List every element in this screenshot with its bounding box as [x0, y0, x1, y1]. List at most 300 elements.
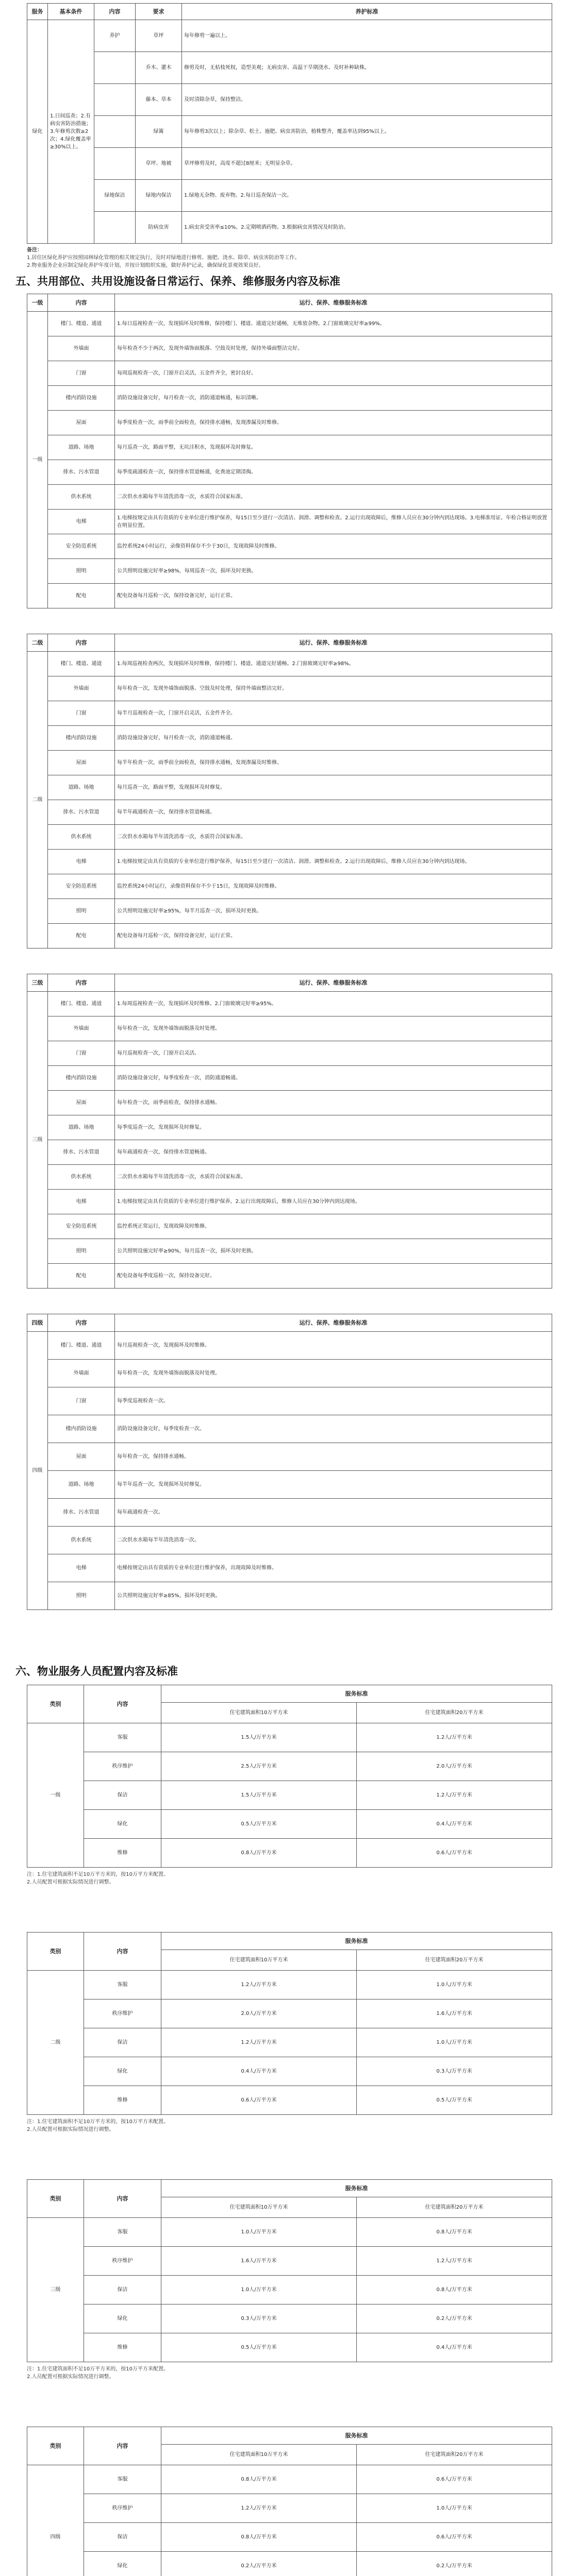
item-header: 内容 [48, 294, 115, 312]
table-row [27, 460, 552, 485]
ratio-cell-b: 0.6人/万平方米 [357, 2465, 552, 2494]
header-service: 服务 [27, 4, 48, 20]
ratio-cell-b: 0.5人/万平方米 [357, 2086, 552, 2115]
standard-cell: 监控系统24小时运行，录像资料保存不少于15日，发现故障及时维修。 [115, 874, 552, 899]
item-cell: 保洁 [84, 2276, 161, 2304]
table-row [27, 1115, 552, 1140]
ratio-cell-b: 0.4人/万平方米 [357, 1810, 552, 1839]
item-cell: 道路、场地 [48, 775, 115, 800]
table-row [27, 2494, 552, 2523]
table-row [27, 751, 552, 775]
standard-cell: 每半年疏通检查一次，保持排水管道畅通。 [115, 800, 552, 825]
standard-cell: 及时清除杂草，保持整洁。 [182, 84, 552, 116]
table-row [27, 701, 552, 726]
ratio-cell-a: 0.8人/万平方米 [161, 2523, 357, 2552]
table-row [27, 312, 552, 336]
item-cell: 道路、场地 [48, 1471, 115, 1499]
grade-cell: 一级 [27, 312, 48, 608]
standard-cell: 每年修剪一遍以上。 [182, 20, 552, 52]
requirement-cell: 绿篱 [136, 116, 182, 148]
ratio-cell-a: 1.5人/万平方米 [161, 1723, 357, 1752]
maintenance-table-section [27, 294, 552, 608]
item-cell: 楼内消防设施 [48, 1415, 115, 1443]
table-row [27, 992, 552, 1016]
ratio-cell-b: 0.2人/万平方米 [357, 2304, 552, 2333]
subheader-area-b: 住宅建筑面积20万平方米 [357, 1950, 552, 1971]
item-cell: 绿化 [84, 2304, 161, 2333]
item-cell: 供水系统 [48, 1165, 115, 1190]
table-row [27, 1214, 552, 1239]
table-row [27, 2523, 552, 2552]
table-row [27, 1582, 552, 1610]
table-row [27, 510, 552, 534]
table-row [27, 726, 552, 751]
item-cell: 客服 [84, 2218, 161, 2247]
standard-cell: 每年检查一次，保持排水通畅。 [115, 1443, 552, 1471]
standard-cell: 公共照明设施完好率≥90%，每月巡查一次，损坏及时更换。 [115, 1239, 552, 1264]
ratio-cell-b: 0.6人/万平方米 [357, 1839, 552, 1868]
table-row [27, 2218, 552, 2247]
standard-cell: 每年疏通检查一次。 [115, 1499, 552, 1527]
standard-cell: 配电设备每月巡检一次，保持设备完好，运行正常。 [115, 584, 552, 608]
category-header: 类别 [27, 2180, 84, 2218]
grade-cell: 三级 [27, 992, 48, 1289]
maintenance-table-section [27, 1314, 552, 1610]
item-cell: 照明 [48, 559, 115, 584]
item-cell: 外墙面 [48, 336, 115, 361]
standard-cell: 1.病虫害受害率≤10%。2.定期喷洒药物。3.根据病虫害情况及时防治。 [182, 212, 552, 244]
table-row [27, 1499, 552, 1527]
standard-header: 服务标准 [161, 1933, 552, 1950]
standard-header: 运行、保养、维修服务标准 [115, 974, 552, 992]
table-row [27, 435, 552, 460]
item-cell: 照明 [48, 1582, 115, 1610]
grade-header: 二级 [27, 634, 48, 652]
category-header: 类别 [27, 2427, 84, 2465]
table-row [27, 1190, 552, 1214]
table-row [27, 2333, 552, 2362]
item-cell: 楼内消防设施 [48, 726, 115, 751]
table-row [27, 2247, 552, 2276]
table-row [27, 775, 552, 800]
staff-table-section [27, 2427, 552, 2576]
table-row [27, 485, 552, 510]
table-row [27, 180, 552, 212]
content-cell [94, 84, 136, 116]
ratio-cell-b: 1.0人/万平方米 [357, 1971, 552, 1999]
item-cell: 电梯 [48, 510, 115, 534]
standard-cell: 1.电梯按规定由具有资质的专业单位进行维护保养，每15日至少进行一次清洁、润滑、调整和检查。2.运行出现故障后，维修人员应在30分钟内到达现场。 [115, 850, 552, 874]
item-cell: 保洁 [84, 2523, 161, 2552]
maintenance-table-section [27, 634, 552, 948]
item-header: 内容 [84, 2180, 161, 2218]
item-cell: 排水、污水管道 [48, 1499, 115, 1527]
item-cell: 照明 [48, 1239, 115, 1264]
standard-cell: 公共照明设施完好率≥98%，每周巡查一次，损坏及时更换。 [115, 559, 552, 584]
table-row [27, 1332, 552, 1360]
standard-header: 服务标准 [161, 2427, 552, 2445]
table-row [27, 899, 552, 924]
item-cell: 保洁 [84, 1781, 161, 1810]
standard-cell: 每年检查一次，雨季前检查，保持排水通畅。 [115, 1091, 552, 1115]
table-row [27, 1016, 552, 1041]
item-cell: 配电 [48, 1264, 115, 1289]
content-cell [94, 52, 136, 84]
requirement-cell: 草坪 [136, 20, 182, 52]
item-cell: 秩序维护 [84, 2494, 161, 2523]
maintenance-table-section [27, 974, 552, 1289]
standard-cell: 配电设备每月巡检一次，保持设备完好，运行正常。 [115, 924, 552, 948]
note-line: 1.居住区绿化养护应按照园林绿化管理的相关规定执行，及时对绿地进行修剪、施肥、浇水、除草、病虫害防治等工作。 [27, 255, 300, 261]
standard-cell: 1.电梯按规定由具有资质的专业单位进行维护保养，每15日至少进行一次清洁、润滑、调整和检查。2.运行出现故障后，维修人员应在30分钟内到达现场。3.电梯准用证、年检合格证明放置在明显位置。 [115, 510, 552, 534]
standard-cell: 每季度疏通检查一次，保持排水管道畅通，化粪池定期清掏。 [115, 460, 552, 485]
staff-table [27, 2179, 552, 2362]
ratio-cell-a: 0.3人/万平方米 [161, 2304, 357, 2333]
ratio-cell-a: 1.2人/万平方米 [161, 2494, 357, 2523]
item-cell: 配电 [48, 924, 115, 948]
ratio-cell-b: 2.0人/万平方米 [357, 1752, 552, 1781]
item-cell: 绿化 [84, 2057, 161, 2086]
item-cell: 门窗 [48, 701, 115, 726]
header-requirement: 要求 [136, 4, 182, 20]
content-cell [94, 212, 136, 244]
note-line: 2.人员配置可根据实际情况进行调整。 [27, 2127, 114, 2132]
ratio-cell-b: 0.6人/万平方米 [357, 2523, 552, 2552]
standard-cell: 二次供水水箱每半年清洗消毒一次，水质符合国家标准。 [115, 825, 552, 850]
staff-notes [27, 2365, 552, 2381]
standard-cell: 每年疏通检查一次，保持排水管道畅通。 [115, 1140, 552, 1165]
item-header: 内容 [84, 1933, 161, 1971]
standard-cell: 每年检查不少于两次，发现外墙饰面脱落、空鼓及时处理，保持外墙面整洁完好。 [115, 336, 552, 361]
table-row [27, 1041, 552, 1066]
ratio-cell-a: 1.6人/万平方米 [161, 2247, 357, 2276]
subheader-area-a: 住宅建筑面积10万平方米 [161, 1950, 357, 1971]
standard-cell: 1.绿地无杂物、废弃物。2.每日巡查保洁一次。 [182, 180, 552, 212]
table-row [27, 212, 552, 244]
ratio-cell-b: 0.3人/万平方米 [357, 2057, 552, 2086]
requirement-cell: 绿地内保洁 [136, 180, 182, 212]
ratio-cell-a: 0.6人/万平方米 [161, 2086, 357, 2115]
item-cell: 维修 [84, 2086, 161, 2115]
standard-cell: 每半年巡查一次，发现损坏及时修复。 [115, 1471, 552, 1499]
standard-cell: 每月巡查一次，路面平整，发现损坏及时修复。 [115, 775, 552, 800]
standard-header: 运行、保养、维修服务标准 [115, 294, 552, 312]
item-cell: 楼内消防设施 [48, 386, 115, 411]
item-cell: 屋面 [48, 411, 115, 435]
table-row [27, 874, 552, 899]
item-cell: 照明 [48, 899, 115, 924]
table-row [27, 2465, 552, 2494]
standard-header: 服务标准 [161, 2180, 552, 2197]
staff-table [27, 2427, 552, 2576]
header-condition: 基本条件 [48, 4, 94, 20]
item-cell: 屋面 [48, 751, 115, 775]
table-row [27, 1781, 552, 1810]
table-row [27, 1971, 552, 1999]
standard-cell: 每年检查一次，发现外墙饰面脱落及时处理。 [115, 1360, 552, 1387]
standard-cell: 每半年检查一次，雨季前全面检查，保持排水通畅，发现渗漏及时维修。 [115, 751, 552, 775]
item-cell: 楼门、楼道、通道 [48, 1332, 115, 1360]
greening-table-section [27, 3, 552, 244]
grade-cell: 四级 [27, 2465, 84, 2576]
standard-cell: 每月巡视检查一次，门窗开启灵活。 [115, 1041, 552, 1066]
standard-header: 服务标准 [161, 1685, 552, 1703]
ratio-cell-b: 1.2人/万平方米 [357, 1781, 552, 1810]
subheader-area-b: 住宅建筑面积20万平方米 [357, 1703, 552, 1723]
ratio-cell-b: 1.6人/万平方米 [357, 1999, 552, 2028]
standard-cell: 消防设施设备完好，每季度检查一次，消防通道畅通。 [115, 1066, 552, 1091]
standard-cell: 监控系统正常运行，发现故障及时维修。 [115, 1214, 552, 1239]
table-row [27, 1810, 552, 1839]
standard-cell: 1.每日巡视检查一次，发现损坏及时维修，保持楼门、楼道、通道完好通畅，无堆放杂物。2.门窗玻璃完好率≥99%。 [115, 312, 552, 336]
maintenance-table [27, 294, 552, 608]
subheader-area-b: 住宅建筑面积20万平方米 [357, 2445, 552, 2465]
item-cell: 屋面 [48, 1091, 115, 1115]
item-cell: 外墙面 [48, 1360, 115, 1387]
category-header: 类别 [27, 1933, 84, 1971]
staff-table [27, 1932, 552, 2115]
section6-title: 六、物业服务人员配置内容及标准 [15, 1665, 178, 1677]
item-cell: 绿化 [84, 2552, 161, 2576]
table-row [27, 1387, 552, 1415]
item-header: 内容 [84, 2427, 161, 2465]
ratio-cell-a: 0.4人/万平方米 [161, 2057, 357, 2086]
item-cell: 外墙面 [48, 1016, 115, 1041]
table-row [27, 84, 552, 116]
requirement-cell: 防病虫害 [136, 212, 182, 244]
item-cell: 门窗 [48, 1041, 115, 1066]
header-content: 内容 [94, 4, 136, 20]
staff-table [27, 1685, 552, 1868]
item-cell: 楼门、楼道、通道 [48, 992, 115, 1016]
table-row [27, 1165, 552, 1190]
item-cell: 道路、场地 [48, 1115, 115, 1140]
grade-cell: 一级 [27, 1723, 84, 1868]
standard-cell: 1.电梯按规定由具有资质的专业单位进行维护保养。2.运行出现故障后，维修人员应在30分钟内到达现场。 [115, 1190, 552, 1214]
subheader-area-b: 住宅建筑面积20万平方米 [357, 2197, 552, 2218]
content-cell: 绿地保洁 [94, 180, 136, 212]
table-row [27, 559, 552, 584]
item-cell: 电梯 [48, 1554, 115, 1582]
subheader-area-a: 住宅建筑面积10万平方米 [161, 1703, 357, 1723]
item-cell: 供水系统 [48, 485, 115, 510]
item-cell: 排水、污水管道 [48, 1140, 115, 1165]
staff-table-section [27, 1932, 552, 2133]
basic-condition: 1.日间巡查；2.有病虫害防治措施；3.年修剪次数≥2次；4.绿化覆盖率≥30%以上。 [48, 20, 94, 244]
service-category: 绿化 [27, 20, 48, 244]
item-cell: 维修 [84, 1839, 161, 1868]
table-row [27, 2276, 552, 2304]
requirement-cell: 乔木、灌木 [136, 52, 182, 84]
standard-cell: 1.每周巡视检查一次，发现损坏及时维修。2.门窗玻璃完好率≥95%。 [115, 992, 552, 1016]
item-header: 内容 [48, 1314, 115, 1332]
item-header: 内容 [48, 974, 115, 992]
table-row [27, 1360, 552, 1387]
table-row [27, 924, 552, 948]
standard-cell: 消防设施设备完好，每季度检查一次。 [115, 1415, 552, 1443]
ratio-cell-b: 0.4人/万平方米 [357, 2333, 552, 2362]
grade-cell: 二级 [27, 1971, 84, 2115]
item-cell: 排水、污水管道 [48, 460, 115, 485]
grade-cell: 三级 [27, 2218, 84, 2362]
table-row [27, 1443, 552, 1471]
requirement-cell: 草坪、地被 [136, 148, 182, 180]
standard-cell: 公共照明设施完好率≥95%，每半月巡查一次，损坏及时更换。 [115, 899, 552, 924]
note-line: 2.物业服务企业应制定绿化养护年度计划，并按计划组织实施，做好养护记录，确保绿化景观效果良好。 [27, 263, 264, 268]
ratio-cell-b: 0.8人/万平方米 [357, 2218, 552, 2247]
ratio-cell-a: 0.8人/万平方米 [161, 1839, 357, 1868]
grade-cell: 四级 [27, 1332, 48, 1610]
section5-title: 五、共用部位、共用设施设备日常运行、保养、维修服务内容及标准 [15, 275, 340, 287]
maintenance-table [27, 634, 552, 948]
ratio-cell-a: 0.5人/万平方米 [161, 1810, 357, 1839]
ratio-cell-b: 1.2人/万平方米 [357, 2247, 552, 2276]
standard-cell: 消防设施设备完好，每月检查一次，消防通道畅通，标识清晰。 [115, 386, 552, 411]
table-row [27, 411, 552, 435]
item-cell: 电梯 [48, 850, 115, 874]
content-cell: 养护 [94, 20, 136, 52]
greening-notes [27, 246, 552, 267]
table-row [27, 52, 552, 84]
standard-cell: 每年修剪3次以上；除杂草、松土、施肥、病虫害防治，植株整齐，覆盖率达到95%以上。 [182, 116, 552, 148]
table-row [27, 584, 552, 608]
item-cell: 门窗 [48, 361, 115, 386]
table-row [27, 386, 552, 411]
table-row [27, 1723, 552, 1752]
ratio-cell-a: 0.2人/万平方米 [161, 2552, 357, 2576]
ratio-cell-a: 2.0人/万平方米 [161, 1999, 357, 2028]
table-row [27, 1752, 552, 1781]
table-row [27, 1527, 552, 1554]
subheader-area-a: 住宅建筑面积10万平方米 [161, 2197, 357, 2218]
table-row [27, 850, 552, 874]
table-row [27, 1264, 552, 1289]
item-cell: 道路、场地 [48, 435, 115, 460]
note-line: 2.人员配置可根据实际情况进行调整。 [27, 1879, 114, 1885]
item-cell: 外墙面 [48, 676, 115, 701]
item-cell: 供水系统 [48, 1527, 115, 1554]
item-cell: 秩序维护 [84, 1999, 161, 2028]
standard-cell: 每月巡视检查一次，发现损坏及时维修。 [115, 1332, 552, 1360]
table-row [27, 2086, 552, 2115]
item-cell: 保洁 [84, 2028, 161, 2057]
note-line: 注：1.住宅建筑面积不足10万平方米的，按10万平方米配置。 [27, 2119, 169, 2125]
ratio-cell-a: 1.2人/万平方米 [161, 1971, 357, 1999]
standard-cell: 公共照明设施完好率≥85%，损坏及时更换。 [115, 1582, 552, 1610]
staff-notes [27, 1871, 552, 1886]
item-cell: 安全防范系统 [48, 1214, 115, 1239]
ratio-cell-a: 2.5人/万平方米 [161, 1752, 357, 1781]
standard-cell: 修剪及时，无枯枝死杈，造型美观；无病虫害、高温干旱期浇水、及时补种缺株。 [182, 52, 552, 84]
ratio-cell-a: 0.8人/万平方米 [161, 2465, 357, 2494]
table-row [27, 534, 552, 559]
standard-cell: 二次供水水箱每半年清洗消毒一次，水质符合国家标准。 [115, 485, 552, 510]
grade-header: 四级 [27, 1314, 48, 1332]
table-row [27, 116, 552, 148]
standard-cell: 每月巡查一次，路面平整，无坑洼积水，发现损坏及时修复。 [115, 435, 552, 460]
item-header: 内容 [84, 1685, 161, 1723]
grade-header: 三级 [27, 974, 48, 992]
ratio-cell-b: 0.8人/万平方米 [357, 2276, 552, 2304]
standard-cell: 二次供水水箱每半年清洗消毒一次。 [115, 1527, 552, 1554]
standard-cell: 草坪修剪及时，高度不超过8厘米；无明显杂草。 [182, 148, 552, 180]
table-row [27, 1839, 552, 1868]
standard-cell: 配电设备每季度巡检一次，保持设备完好。 [115, 1264, 552, 1289]
ratio-cell-b: 0.2人/万平方米 [357, 2552, 552, 2576]
standard-cell: 电梯按规定由具有资质的专业单位进行维护保养，出现故障及时维修。 [115, 1554, 552, 1582]
item-cell: 安全防范系统 [48, 534, 115, 559]
header-standard: 养护标准 [182, 4, 552, 20]
table-row [27, 800, 552, 825]
ratio-cell-b: 1.2人/万平方米 [357, 1723, 552, 1752]
item-cell: 维修 [84, 2333, 161, 2362]
table-row [27, 825, 552, 850]
category-header: 类别 [27, 1685, 84, 1723]
table-row [27, 336, 552, 361]
item-cell: 安全防范系统 [48, 874, 115, 899]
staff-table-section [27, 1685, 552, 1886]
item-cell: 屋面 [48, 1443, 115, 1471]
table-row [27, 148, 552, 180]
table-row [27, 1471, 552, 1499]
standard-cell: 每季度巡视检查一次。 [115, 1387, 552, 1415]
standard-header: 运行、保养、维修服务标准 [115, 1314, 552, 1332]
standard-cell: 每季度检查一次，雨季前全面检查，保持排水通畅，发现渗漏及时维修。 [115, 411, 552, 435]
table-row [27, 1239, 552, 1264]
item-cell: 楼门、楼道、通道 [48, 652, 115, 676]
table-row [27, 20, 552, 52]
standard-cell: 每季度巡查一次，发现损坏及时修复。 [115, 1115, 552, 1140]
item-cell: 客服 [84, 1723, 161, 1752]
note-line: 注：1.住宅建筑面积不足10万平方米的，按10万平方米配置。 [27, 2366, 169, 2372]
table-row [27, 676, 552, 701]
table-row [27, 1415, 552, 1443]
standard-cell: 每半月巡视检查一次，门窗开启灵活，五金件齐全。 [115, 701, 552, 726]
item-header: 内容 [48, 634, 115, 652]
standard-cell: 监控系统24小时运行，录像资料保存不少于30日，发现故障及时维修。 [115, 534, 552, 559]
ratio-cell-a: 1.5人/万平方米 [161, 1781, 357, 1810]
item-cell: 客服 [84, 2465, 161, 2494]
ratio-cell-a: 1.0人/万平方米 [161, 2276, 357, 2304]
staff-notes [27, 2118, 552, 2133]
item-cell: 楼内消防设施 [48, 1066, 115, 1091]
maintenance-table [27, 974, 552, 1289]
item-cell: 客服 [84, 1971, 161, 1999]
subheader-area-a: 住宅建筑面积10万平方米 [161, 2445, 357, 2465]
standard-cell: 每年检查一次，发现外墙饰面脱落及时处理。 [115, 1016, 552, 1041]
standard-cell: 每年检查一次，发现外墙饰面脱落、空鼓及时处理，保持外墙面整洁完好。 [115, 676, 552, 701]
table-row [27, 1140, 552, 1165]
table-row [27, 652, 552, 676]
item-cell: 排水、污水管道 [48, 800, 115, 825]
grade-cell: 二级 [27, 652, 48, 948]
ratio-cell-a: 1.0人/万平方米 [161, 2218, 357, 2247]
requirement-cell: 藤本、草本 [136, 84, 182, 116]
table-row [27, 2552, 552, 2576]
table-row [27, 1554, 552, 1582]
item-cell: 电梯 [48, 1190, 115, 1214]
item-cell: 配电 [48, 584, 115, 608]
ratio-cell-b: 1.0人/万平方米 [357, 2494, 552, 2523]
standard-cell: 消防设施设备完好，每月检查一次，消防通道畅通。 [115, 726, 552, 751]
standard-header: 运行、保养、维修服务标准 [115, 634, 552, 652]
table-row [27, 1091, 552, 1115]
standard-cell: 每周巡视检查一次，门窗开启灵活，五金件齐全，密封良好。 [115, 361, 552, 386]
note-line: 注：1.住宅建筑面积不足10万平方米的，按10万平方米配置。 [27, 1872, 169, 1877]
standard-cell: 二次供水水箱每半年清洗消毒一次，水质符合国家标准。 [115, 1165, 552, 1190]
ratio-cell-b: 1.0人/万平方米 [357, 2028, 552, 2057]
table-row [27, 1999, 552, 2028]
